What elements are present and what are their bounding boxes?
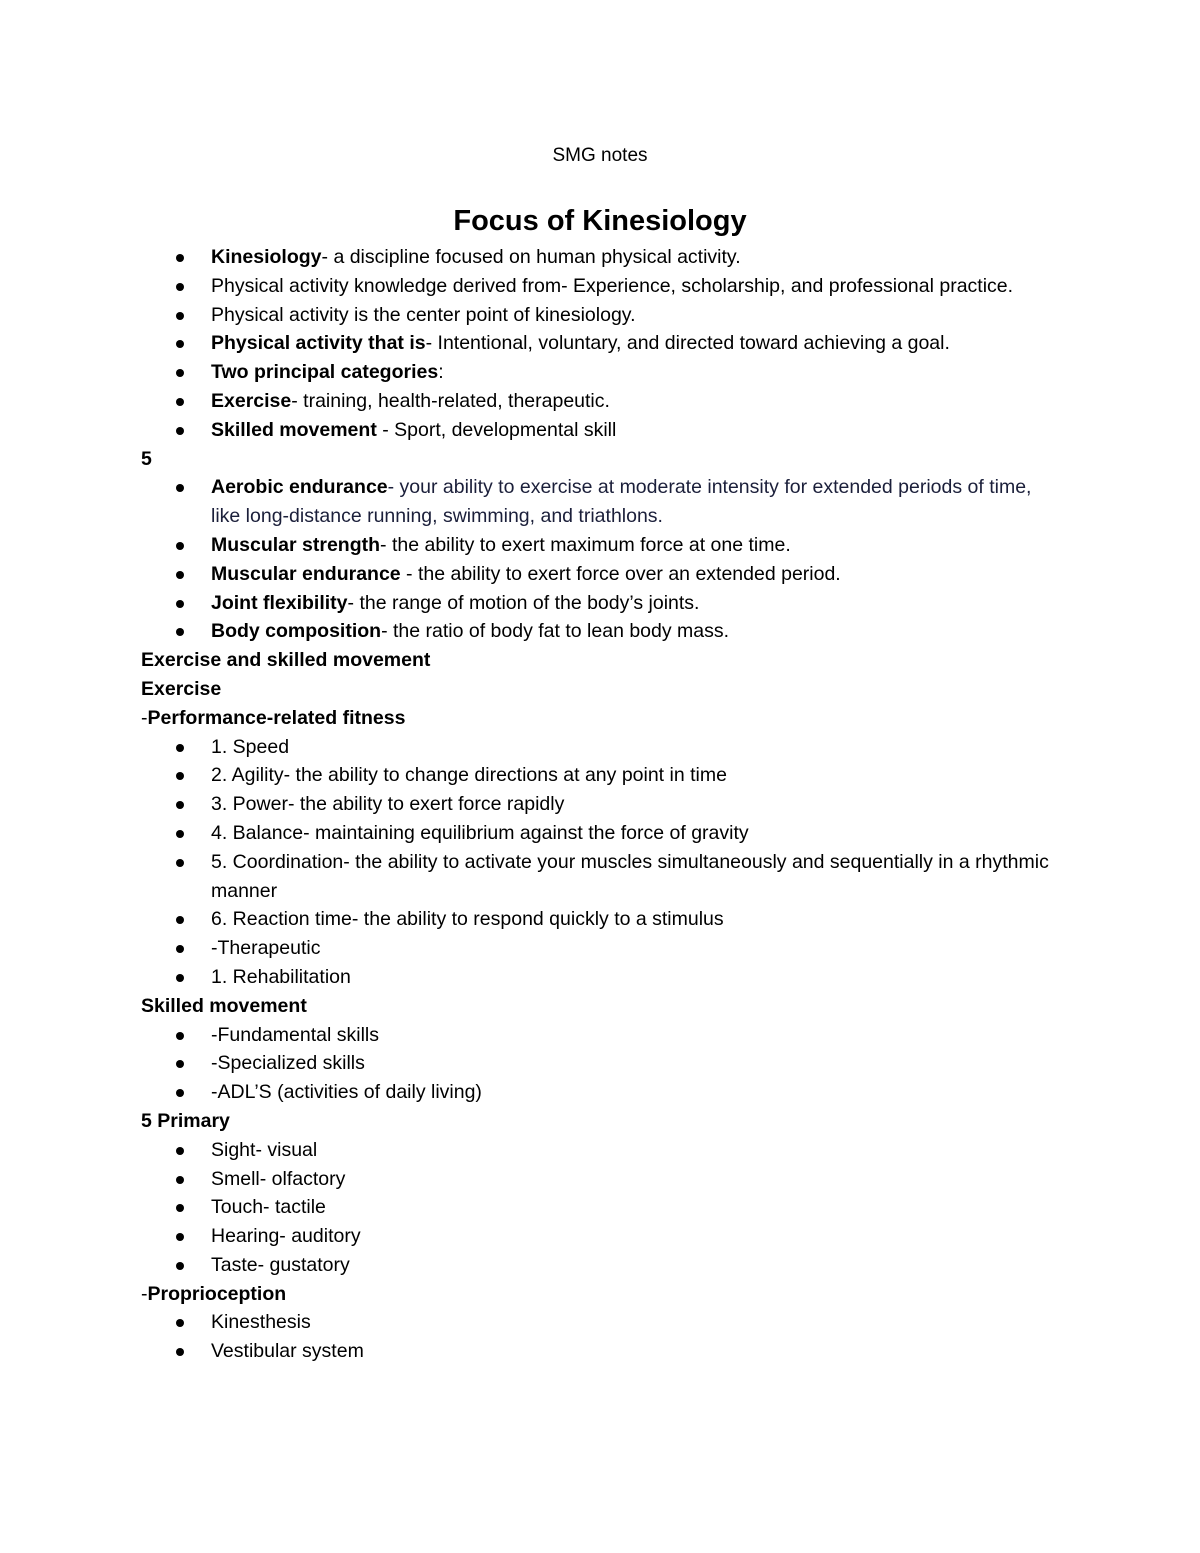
list-item: Physical activity that is- Intentional, voluntary, and directed toward achieving a goal. — [141, 329, 1059, 358]
bullet-icon — [176, 744, 184, 752]
bullet-icon — [176, 312, 184, 320]
bullet-icon — [176, 974, 184, 982]
page-header: SMG notes — [552, 145, 648, 166]
list-item: 6. Reaction time- the ability to respond quickly to a stimulus — [141, 905, 1059, 934]
list-item: Joint flexibility- the range of motion of the body’s joints. — [141, 589, 1059, 618]
bullet-icon — [176, 369, 184, 377]
section-heading: 5 Primary — [141, 1109, 230, 1132]
bullet-icon — [176, 283, 184, 291]
proprioception-list — [141, 1308, 1081, 1366]
list-item: Two principal categories: — [141, 358, 1059, 387]
section-heading: 5 — [141, 447, 152, 470]
list-item: Touch- tactile — [141, 1193, 1059, 1222]
list-item: 1. Rehabilitation — [141, 963, 1059, 992]
bullet-icon — [176, 398, 184, 406]
list-item: Physical activity is the center point of kinesiology. — [141, 301, 1059, 330]
bullet-icon — [176, 1032, 184, 1040]
list-item: Exercise- training, health-related, therapeutic. — [141, 387, 1059, 416]
skilled-movement-list — [141, 1021, 1081, 1107]
senses-list — [141, 1136, 1081, 1280]
bullet-icon — [176, 916, 184, 924]
bullet-icon — [176, 1089, 184, 1097]
list-item: -ADL’S (activities of daily living) — [141, 1078, 1059, 1107]
list-item: Kinesiology- a discipline focused on human physical activity. — [141, 243, 1059, 272]
list-item: -Specialized skills — [141, 1049, 1059, 1078]
kinesiology-list — [141, 243, 1081, 445]
list-item: Hearing- auditory — [141, 1222, 1059, 1251]
bullet-icon — [176, 1348, 184, 1356]
list-item: -Fundamental skills — [141, 1021, 1059, 1050]
section-heading: Skilled movement — [141, 994, 307, 1017]
list-item: Taste- gustatory — [141, 1251, 1059, 1280]
bullet-icon — [176, 1204, 184, 1212]
bullet-icon — [176, 801, 184, 809]
list-item: Kinesthesis — [141, 1308, 1059, 1337]
list-item: -Therapeutic — [141, 934, 1059, 963]
bullet-icon — [176, 1319, 184, 1327]
section-subheading: -Performance-related fitness — [141, 706, 406, 729]
bullet-icon — [176, 254, 184, 262]
bullet-icon — [176, 1147, 184, 1155]
list-item: 5. Coordination- the ability to activate your muscles simultaneously and sequentially in a rhythmic manner — [141, 848, 1059, 906]
bullet-icon — [176, 945, 184, 953]
list-item: Aerobic endurance- your ability to exercise at moderate intensity for extended periods of time, like long-distance running, swimming, and triathlons. — [141, 473, 1059, 531]
list-item: Muscular endurance - the ability to exert force over an extended period. — [141, 560, 1059, 589]
bullet-icon — [176, 571, 184, 579]
bullet-icon — [176, 1176, 184, 1184]
performance-fitness-list — [141, 733, 1081, 992]
list-item: Vestibular system — [141, 1337, 1059, 1366]
bullet-icon — [176, 772, 184, 780]
bullet-icon — [176, 1233, 184, 1241]
list-item: 3. Power- the ability to exert force rapidly — [141, 790, 1059, 819]
section-heading: Exercise and skilled movement — [141, 649, 431, 672]
bullet-icon — [176, 1060, 184, 1068]
list-item: 4. Balance- maintaining equilibrium against the force of gravity — [141, 819, 1059, 848]
bullet-icon — [176, 484, 184, 492]
list-item: Muscular strength- the ability to exert maximum force at one time. — [141, 531, 1059, 560]
bullet-icon — [176, 1262, 184, 1270]
section-heading: Exercise — [141, 677, 222, 700]
list-item: Skilled movement - Sport, developmental skill — [141, 416, 1059, 445]
fitness-components-list — [141, 473, 1081, 646]
bullet-icon — [176, 628, 184, 636]
bullet-icon — [176, 830, 184, 838]
document-body — [141, 243, 1081, 1366]
bullet-icon — [176, 542, 184, 550]
list-item: Body composition- the ratio of body fat to lean body mass. — [141, 617, 1059, 646]
list-item: 1. Speed — [141, 733, 1059, 762]
bullet-icon — [176, 427, 184, 435]
section-heading: -Proprioception — [141, 1282, 287, 1305]
document-title: Focus of Kinesiology — [453, 205, 747, 237]
list-item: Smell- olfactory — [141, 1165, 1059, 1194]
list-item: Physical activity knowledge derived from- Experience, scholarship, and professional practice. — [141, 272, 1059, 301]
bullet-icon — [176, 340, 184, 348]
bullet-icon — [176, 600, 184, 608]
list-item: 2. Agility- the ability to change directions at any point in time — [141, 761, 1059, 790]
list-item: Sight- visual — [141, 1136, 1059, 1165]
bullet-icon — [176, 859, 184, 867]
